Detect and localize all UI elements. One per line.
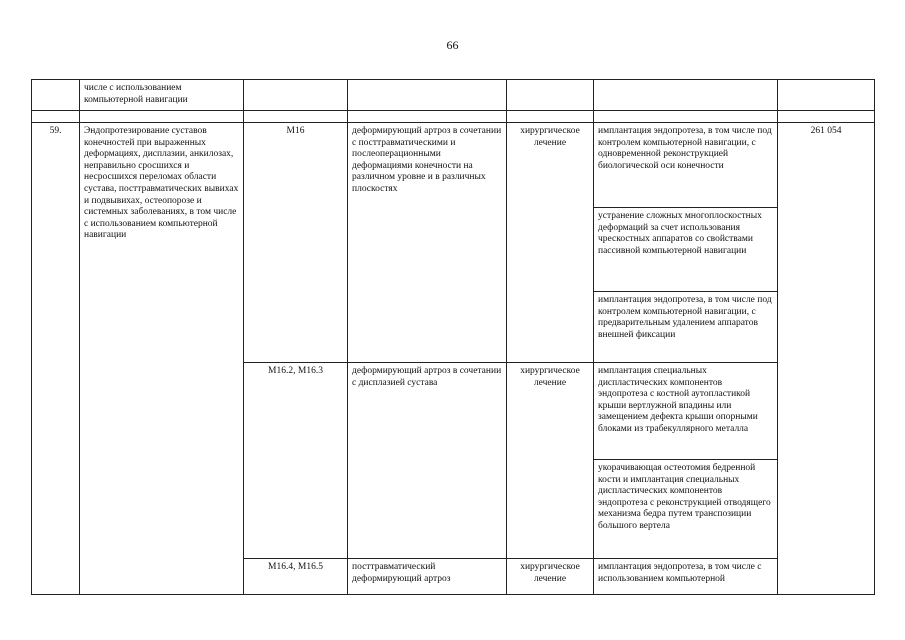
diagnosis-cell: деформирующий артроз в сочетании с посттравматическими и послеоперационными деформациями конечности на различном уровне и в различных плоскостях: [348, 123, 507, 363]
entry-number: 59.: [32, 123, 80, 595]
method-cell: имплантация эндопротеза, в том числе с использованием компьютерной: [594, 559, 778, 595]
table-row: [32, 123, 875, 208]
code-cell: M16: [244, 123, 348, 363]
treatment-cell: хирургическое лечение: [507, 559, 594, 595]
cont-cost-cell: [778, 80, 875, 111]
cost-cell: 261 054: [778, 123, 875, 595]
table-gap: [32, 111, 875, 123]
diagnosis-cell: посттравматический деформирующий артроз: [348, 559, 507, 595]
method-cell: устранение сложных многоплоскостных деформаций за счет использования чрескостных аппаратов со свойствами пассивной компьютерной навигации: [594, 208, 778, 292]
cont-method-cell: [594, 80, 778, 111]
cont-treatment-cell: [507, 80, 594, 111]
method-cell: имплантация эндопротеза, в том числе под контролем компьютерной навигации, с предварительным удалением аппаратов внешней фиксации: [594, 292, 778, 363]
treatment-cell: хирургическое лечение: [507, 123, 594, 363]
cont-name-cell: числе с использованием компьютерной навигации: [80, 80, 244, 111]
method-cell: имплантация специальных диспластических компонентов эндопротеза с костной аутопластикой крыши вертлужной впадины или замещением дефекта крыши опорными блоками из трабекуллярного металла: [594, 363, 778, 460]
page-number: 66: [446, 38, 459, 52]
cont-num-cell: [32, 80, 80, 111]
cont-diagnosis-cell: [348, 80, 507, 111]
method-cell: укорачивающая остеотомия бедренной кости и имплантация специальных диспластических компонентов эндопротеза с реконструкцией отводящего механизма бедра путем транспозиции большого вертела: [594, 460, 778, 559]
code-cell: M16.2, M16.3: [244, 363, 348, 559]
cont-code-cell: [244, 80, 348, 111]
code-cell: M16.4, M16.5: [244, 559, 348, 595]
method-cell: имплантация эндопротеза, в том числе под контролем компьютерной навигации, с одновременной реконструкцией биологической оси конечности: [594, 123, 778, 208]
diagnosis-cell: деформирующий артроз в сочетании с дисплазией сустава: [348, 363, 507, 559]
medical-care-table: [31, 79, 875, 595]
treatment-cell: хирургическое лечение: [507, 363, 594, 559]
entry-name: Эндопротезирование суставов конечностей при выраженных деформациях, дисплазии, анкилозах, неправильно сросшихся и несросшихся переломах области сустава, посттравматических вывихах и подвывихах, остеопорозе и системных заболеваниях, в том числе с использованием компьютерной навигации: [80, 123, 244, 595]
continuation-row: [32, 80, 875, 111]
